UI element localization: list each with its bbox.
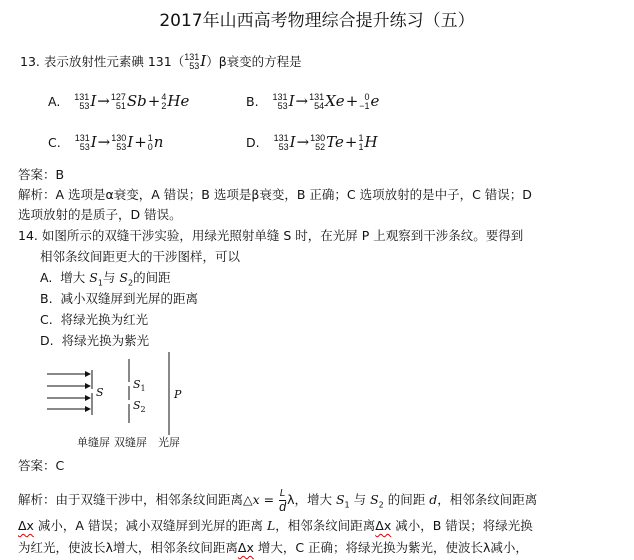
document-title: 2017年山西高考物理综合提升练习（五） (159, 11, 475, 31)
q13-option-b: B. 131 53 I→ 131 54 Xe+ 0 −1 e (246, 92, 380, 111)
q14-option-a: A. 增大 $S_1$与 $S_2$的间距 (40, 270, 171, 288)
q13-option-c: C. 131 53 I→ 130 53 I+ 1 0 n (48, 133, 164, 152)
q14-option-d: D. 将绿光换为紫光 (40, 333, 150, 348)
spellcheck-dx: Δx (237, 540, 254, 555)
q13-stem-nuclide: 131 53 I (184, 52, 207, 71)
q13-option-d: D. 131 53 I→ 130 52 Te+ 1 1 H (246, 133, 378, 152)
q13-option-a: A. 131 53 I→ 127 51 Sb+ 4 2 He (48, 92, 190, 111)
q14-analysis-line-1: 解析：由于双缝干涉中，相邻条纹间距离△x = $\frac{L}{d}$ λ，增大 $S_1$ 与 $S_2$ 的间距 d，相邻条纹间距离 (18, 488, 538, 514)
label-s: S (96, 386, 104, 399)
q13-analysis-line-1: 解析：A 选项是α衰变，A 错误；B 选项是β衰变，B 正确；C 选项放射的是中子，C 错误；D (18, 187, 532, 202)
q13-stem-post: ）β衰变的方程是 (206, 54, 302, 69)
q14-stem-line-2: 相邻条纹间距更大的干涉图样，可以 (40, 249, 241, 264)
caption-single-slit: 单缝屏 (77, 436, 110, 449)
fraction-l-over-d: $\frac{L}{d}$ (279, 488, 287, 514)
label-s1: $S_1$ (133, 378, 146, 394)
q14-analysis-line-2: Δx 减小，A 错误；减小双缝屏到光屏的距离 L，相邻条纹间距离Δx 减小，B 错误；将绿光换 (18, 518, 533, 533)
label-s2: $S_2$ (133, 399, 146, 415)
q14-number: 14. (18, 228, 38, 243)
label-p: P (174, 388, 182, 401)
caption-double-slit: 双缝屏 (114, 436, 147, 449)
spellcheck-dx: Δx (18, 518, 34, 533)
spellcheck-dx: Δx (375, 518, 392, 533)
q14-option-c: C. 将绿光换为红光 (40, 312, 149, 327)
q14-stem-line-1: 14. 如图所示的双缝干涉实验，用绿光照射单缝 S 时，在光屏 P 上观察到干涉条纹。要得到 (18, 228, 524, 243)
q13-stem-pre: 表示放射性元素碘 131（ (43, 54, 185, 69)
q13-answer: 答案：B (18, 167, 65, 182)
q14-analysis-line-3: 为红光，使波长λ增大，相邻条纹间距离Δx 增大，C 正确；将绿光换为紫光，使波长λ减小， (18, 540, 528, 555)
q14-answer: 答案：C (18, 458, 65, 473)
q13-stem (20, 53, 302, 71)
q13-number: 13. (20, 54, 40, 69)
caption-light-screen: 光屏 (158, 436, 180, 449)
q13-analysis-line-2: 选项放射的是质子，D 错误。 (18, 207, 182, 222)
q14-option-b: B. 减小双缝屏到光屏的距离 (40, 291, 199, 306)
